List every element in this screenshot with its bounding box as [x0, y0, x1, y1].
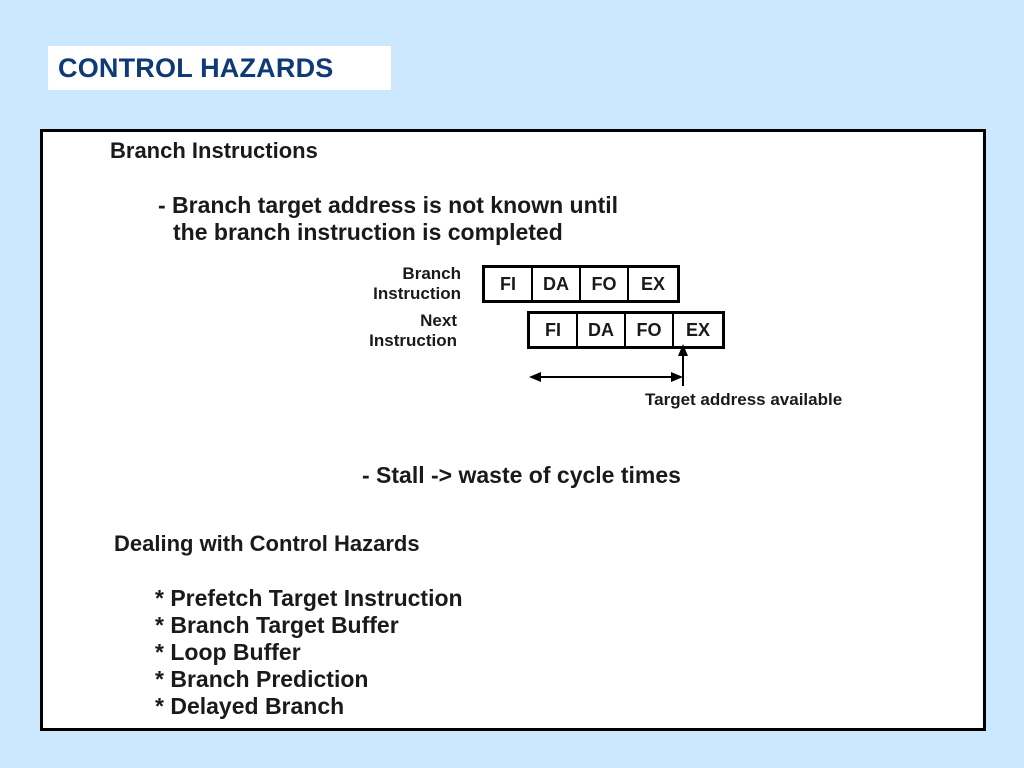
branch-stage-da: DA — [533, 268, 581, 300]
next-stage-fi: FI — [530, 314, 578, 346]
slide-title: CONTROL HAZARDS — [58, 53, 334, 83]
bullet-branch-target-line2: the branch instruction is completed — [173, 219, 563, 245]
technique-branch-prediction: * Branch Prediction — [155, 666, 369, 692]
technique-branch-target-buffer: * Branch Target Buffer — [155, 612, 399, 638]
next-stage-ex: EX — [685, 320, 710, 340]
heading-dealing-control-hazards: Dealing with Control Hazards — [114, 531, 420, 556]
technique-prefetch: * Prefetch Target Instruction — [155, 585, 463, 611]
next-stage-fo: FO — [626, 314, 674, 346]
next-stage-da: DA — [578, 314, 626, 346]
heading-branch-instructions: Branch Instructions — [110, 138, 318, 163]
content-panel — [40, 129, 986, 731]
next-label-line1: Next — [420, 311, 457, 330]
stall-arrowhead-right — [671, 372, 683, 382]
stall-arrowhead-left — [529, 372, 541, 382]
technique-loop-buffer: * Loop Buffer — [155, 639, 301, 665]
branch-stage-fi: FI — [485, 268, 533, 300]
branch-stage-ex: EX — [640, 274, 665, 294]
technique-delayed-branch: * Delayed Branch — [155, 693, 345, 719]
bullet-stall: - Stall -> waste of cycle times — [362, 462, 681, 488]
bullet-branch-target-line1: - Branch target address is not known until — [158, 192, 619, 218]
branch-label-line1: Branch — [402, 264, 461, 283]
target-address-annotation: Target address available — [645, 390, 843, 409]
next-label-line2: Instruction — [369, 331, 457, 350]
branch-label-line2: Instruction — [373, 284, 461, 303]
branch-stage-fo: FO — [581, 268, 629, 300]
slide-title-box — [48, 46, 391, 90]
target-available-arrowhead — [678, 344, 688, 356]
